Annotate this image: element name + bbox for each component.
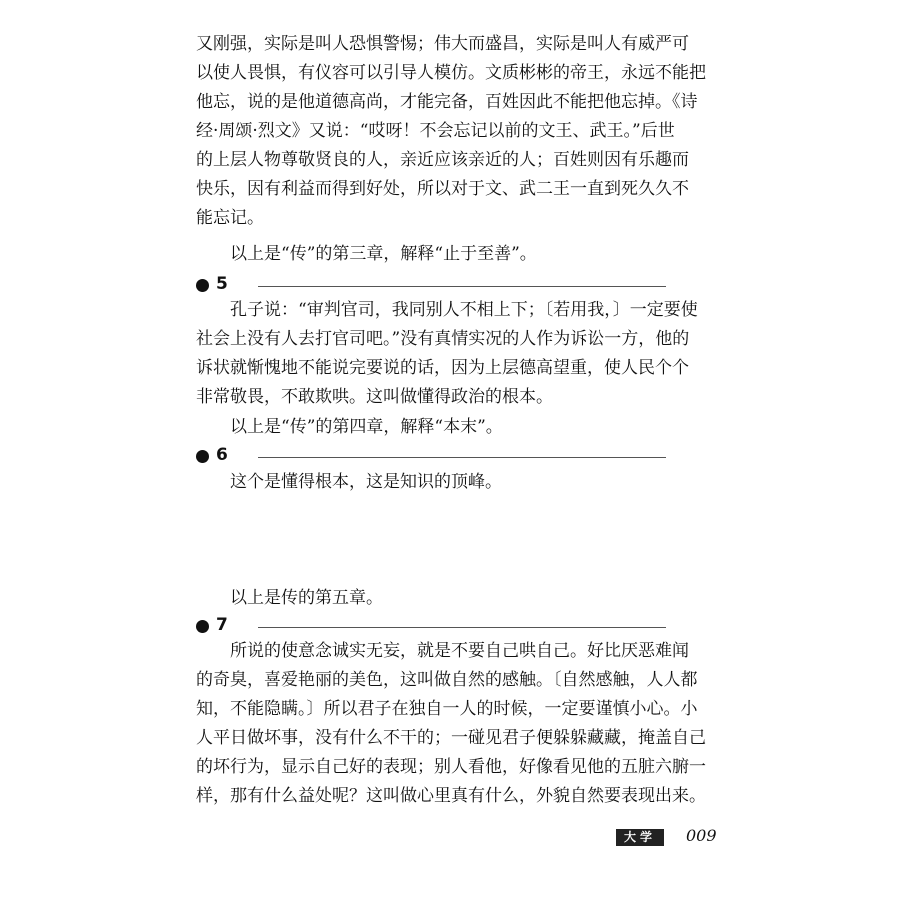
text-line: 经·周颂·烈文》又说：“哎呀！不会忘记以前的文王、武王。”后世 — [196, 121, 675, 141]
text-line: 诉状就惭愧地不能说完要说的话，因为上层德高望重，使人民个个 — [196, 358, 689, 378]
paragraph-s7-first — [230, 637, 700, 666]
text-line: 他忘，说的是他道德高尚，才能完备，百姓因此不能把他忘掉。《诗 — [196, 92, 698, 112]
section-header-6 — [196, 447, 666, 467]
section-number: 6 — [216, 445, 228, 465]
paragraph-s6: 这个是懂得根本，这是知识的顶峰。 — [230, 472, 502, 492]
paragraph-intro — [196, 30, 706, 233]
bullet-icon — [196, 279, 209, 292]
text-line: 的坏行为，显示自己好的表现；别人看他，好像看见他的五脏六腑一 — [196, 757, 706, 777]
book-title-tag: 大学 — [616, 829, 664, 846]
section-number: 5 — [216, 274, 228, 294]
chapter-closing-4: 以上是“传”的第四章，解释“本末”。 — [230, 417, 503, 437]
text-line: 以使人畏惧，有仪容可以引导人模仿。文质彬彬的帝王，永远不能把 — [196, 63, 706, 83]
text-line: 所说的使意念诚实无妄，就是不要自己哄自己。好比厌恶难闻 — [230, 641, 689, 661]
section-divider — [258, 286, 666, 287]
paragraph-s5 — [196, 325, 690, 412]
text-line: 的上层人物尊敬贤良的人，亲近应该亲近的人；百姓则因有乐趣而 — [196, 150, 689, 170]
text-line: 快乐，因有利益而得到好处，所以对于文、武二王一直到死久久不 — [196, 179, 689, 199]
text-line: 样，那有什么益处呢？这叫做心里真有什么，外貌自然要表现出来。 — [196, 786, 706, 806]
text-line: 知，不能隐瞒。〕所以君子在独自一人的时候，一定要谨慎小心。小 — [196, 699, 698, 719]
section-divider — [258, 627, 666, 628]
text-line: 非常敬畏，不敢欺哄。这叫做懂得政治的根本。 — [196, 387, 553, 407]
text-line: 人平日做坏事，没有什么不干的；一碰见君子便躲躲藏藏，掩盖自己 — [196, 728, 706, 748]
text-line: 社会上没有人去打官司吧。”没有真情实况的人作为诉讼一方，他的 — [196, 329, 690, 349]
section-divider — [258, 457, 666, 458]
bullet-icon — [196, 450, 209, 463]
section-number: 7 — [216, 615, 228, 635]
section-header-5 — [196, 276, 666, 296]
text-line: 孔子说：“审判官司，我同别人不相上下；〔若用我，〕一定要使 — [230, 300, 698, 320]
bullet-icon — [196, 620, 209, 633]
chapter-closing-5: 以上是传的第五章。 — [230, 588, 383, 608]
chapter-closing-3: 以上是“传”的第三章，解释“止于至善”。 — [230, 244, 537, 264]
text-line: 又刚强，实际是叫人恐惧警惕；伟大而盛昌，实际是叫人有威严可 — [196, 34, 689, 54]
section-header-7 — [196, 617, 666, 637]
text-line: 能忘记。 — [196, 208, 264, 228]
page-number: 009 — [686, 826, 717, 845]
text-line: 的奇臭，喜爱艳丽的美色，这叫做自然的感触。〔自然感触，人人都 — [196, 670, 698, 690]
paragraph-s5-first — [230, 296, 700, 325]
paragraph-s7 — [196, 666, 706, 811]
